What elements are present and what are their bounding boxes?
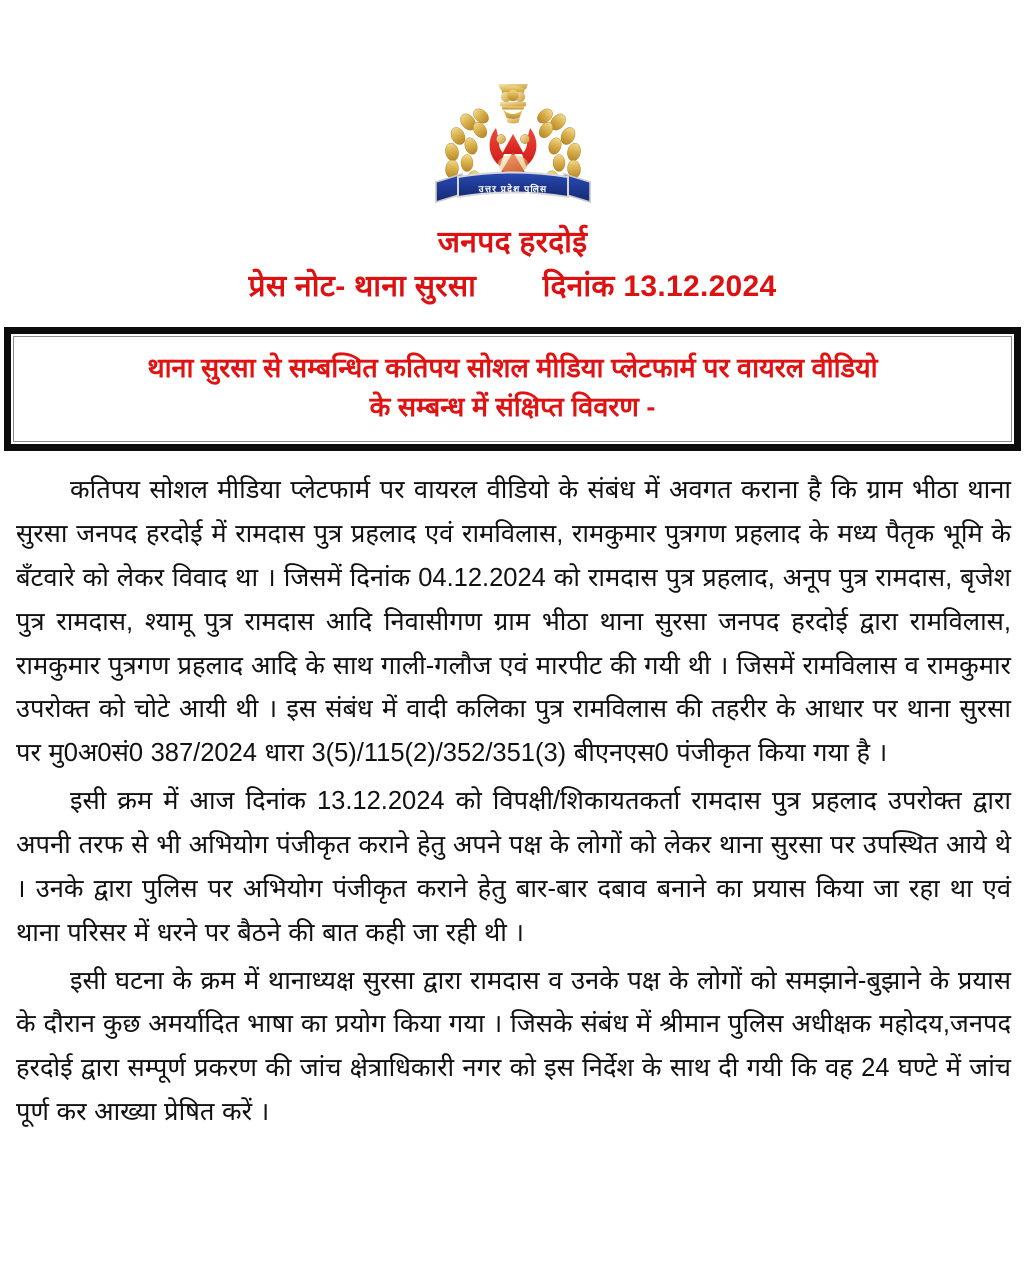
- title-box-inner: [13, 336, 1012, 442]
- emblem-container: [0, 0, 1025, 218]
- header-block: [0, 218, 1025, 307]
- uttar-pradesh-police-emblem-icon: [418, 78, 608, 218]
- title-line-1: थाना सुरसा से सम्बन्धित कतिपय सोशल मीडिया प्लेटफार्म पर वायरल वीडियो: [147, 352, 878, 383]
- press-note-date: दिनांक 13.12.2024: [542, 270, 777, 304]
- body-content: [0, 451, 1025, 1135]
- press-note-label: प्रेस नोट- थाना सुरसा: [248, 270, 477, 304]
- title-box: [4, 327, 1021, 451]
- body-paragraph-2: इसी क्रम में आज दिनांक 13.12.2024 को विपक्षी/शिकायतकर्ता रामदास पुत्र प्रहलाद उपरोक्त द्वारा अपनी तरफ से भी अभियोग पंजीकृत कराने हेतु अपने पक्ष के लोगों को लेकर थाना सुरसा पर उपस्थित आये थे । उनके द्वारा पुलिस पर अभियोग पंजीकृत कराने हेतु बार-बार दबाव बनाने का प्रयास किया जा रहा था एवं थाना परिसर में धरने पर बैठने की बात कही जा रही थी ।: [16, 787, 1011, 947]
- svg-text:उत्तर प्रदेश पुलिस: उत्तर प्रदेश पुलिस: [478, 184, 547, 194]
- body-paragraph-3: इसी घटना के क्रम में थानाध्यक्ष सुरसा द्वारा रामदास व उनके पक्ष के लोगों को समझाने-बुझाने के प्रयास के दौरान कुछ अमर्यादित भाषा का प्रयोग किया गया । जिसके संबंध में श्रीमान पुलिस अधीक्षक महोदय,जनपद हरदोई द्वारा सम्पूर्ण प्रकरण की जांच क्षेत्राधिकारी नगर को इस निर्देश के साथ दी गयी कि वह 24 घण्टे में जांच पूर्ण कर आख्या प्रेषित करें ।: [16, 966, 1011, 1127]
- title-line-2: के सम्बन्ध में संक्षिप्त विवरण -: [369, 391, 656, 422]
- body-paragraph-1: कतिपय सोशल मीडिया प्लेटफार्म पर वायरल वीडियो के संबंध में अवगत कराना है कि ग्राम भीठा थाना सुरसा जनपद हरदोई में रामदास पुत्र प्रहलाद एवं रामविलास, रामकुमार पुत्रगण प्रहलाद के मध्य पैतृक भूमि के बँटवारे को लेकर विवाद था । जिसमें दिनांक 04.12.2024 को रामदास पुत्र प्रहलाद, अनूप पुत्र रामदास, बृजेश पुत्र रामदास, श्यामू पुत्र रामदास आदि निवासीगण ग्राम भीठा थाना सुरसा जनपद हरदोई द्वारा रामविलास, रामकुमार पुत्रगण प्रहलाद आदि के साथ गाली-गलौज एवं मारपीट की गयी थी । जिसमें रामविलास व रामकुमार उपरोक्त को चोटे आयी थी । इस संबंध में वादी कलिका पुत्र रामविलास की तहरीर के आधार पर थाना सुरसा पर मु0अ0सं0 387/2024 धारा 3(5)/115(2)/352/351(3) बीएनएस0 पंजीकृत किया गया है ।: [16, 476, 1011, 768]
- press-note-date-row: [0, 268, 1025, 306]
- district-title: जनपद हरदोई: [437, 226, 588, 259]
